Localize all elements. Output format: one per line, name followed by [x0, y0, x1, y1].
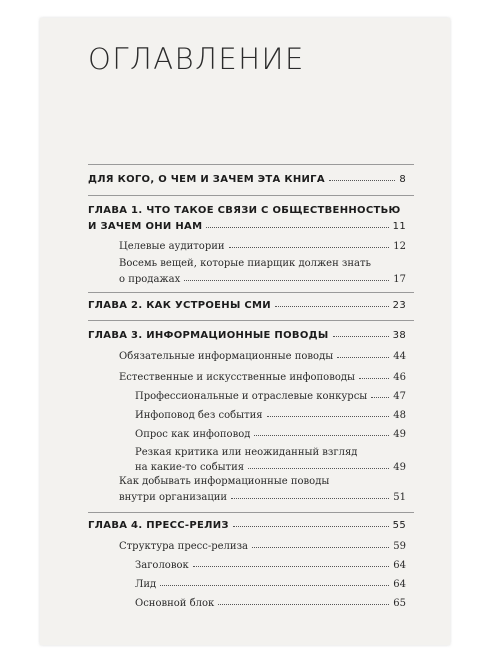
toc-entry-chapter-1-line1[interactable]: ГЛАВА 1. ЧТО ТАКОЕ СВЯЗИ С ОБЩЕСТВЕННОСТЬЮ — [88, 205, 401, 216]
toc-entry-no-event[interactable] — [135, 410, 406, 421]
toc-page-number: 49 — [393, 429, 406, 440]
toc-page-number: 59 — [393, 541, 406, 552]
toc-entry-label: Опрос как инфоповод — [135, 429, 251, 440]
toc-entry-label: Основной блок — [135, 598, 215, 609]
leader-dots — [160, 585, 389, 586]
toc-page-number: 17 — [393, 274, 406, 285]
separator — [88, 320, 414, 321]
toc-entry-label: Структура пресс-релиза — [119, 541, 248, 552]
toc-page-number: 65 — [393, 598, 406, 609]
toc-entry-label: Профессиональные и отраслевые конкурсы — [135, 391, 368, 402]
toc-entry-main-block[interactable] — [135, 598, 406, 609]
leader-dots — [252, 547, 389, 548]
toc-entry-label: И ЗАЧЕМ ОНИ НАМ — [88, 221, 203, 232]
toc-entry-inside-org[interactable] — [119, 492, 406, 503]
toc-entry-target-audiences[interactable] — [119, 241, 406, 252]
toc-page-number: 11 — [392, 221, 406, 232]
toc-entry-criticism[interactable] — [135, 462, 406, 473]
toc-entry-label: Обязательные информационные поводы — [119, 351, 334, 362]
page-title: ОГЛАВЛЕНИЕ — [88, 42, 305, 76]
leader-dots — [233, 526, 389, 527]
toc-entry-label: Естественные и искусственные инфоповоды — [119, 372, 355, 383]
toc-entry-natural-artificial[interactable] — [119, 372, 406, 383]
toc-entry-release-structure[interactable] — [119, 541, 406, 552]
toc-entry-survey[interactable] — [135, 429, 406, 440]
toc-entry-label: Инфоповод без события — [135, 410, 263, 421]
toc-entry-label: на какие-то события — [135, 462, 245, 473]
separator — [88, 164, 414, 165]
toc-entry-eight-things-line1[interactable]: Восемь вещей, которые пиарщик должен знать — [119, 258, 371, 269]
separator — [88, 195, 414, 196]
leader-dots — [371, 397, 389, 398]
leader-dots — [231, 498, 389, 499]
toc-page-number: 64 — [393, 560, 406, 571]
toc-page-number: 46 — [393, 372, 406, 383]
leader-dots — [218, 604, 389, 605]
toc-entry-label: внутри организации — [119, 492, 228, 503]
toc-entry-label: ГЛАВА 2. КАК УСТРОЕНЫ СМИ — [88, 300, 271, 311]
toc-page-number: 12 — [393, 241, 406, 252]
toc-entry-label: Целевые аудитории — [119, 241, 225, 252]
leader-dots — [206, 227, 388, 228]
toc-entry-label: о продажах — [119, 274, 181, 285]
toc-page-number: 8 — [399, 174, 406, 185]
leader-dots — [248, 468, 389, 469]
toc-entry-criticism-line1[interactable]: Резкая критика или неожиданный взгляд — [135, 447, 358, 458]
toc-entry-chapter-2[interactable] — [88, 300, 406, 311]
leader-dots — [359, 378, 389, 379]
toc-entry-contests[interactable] — [135, 391, 406, 402]
toc-entry-label: ГЛАВА 3. ИНФОРМАЦИОННЫЕ ПОВОДЫ — [88, 330, 329, 341]
toc-page-number: 38 — [392, 330, 406, 341]
toc-page-number: 44 — [393, 351, 406, 362]
toc-page-number: 51 — [393, 492, 406, 503]
leader-dots — [193, 566, 390, 567]
leader-dots — [267, 416, 390, 417]
toc-entry-eight-things[interactable] — [119, 274, 406, 285]
toc-entry-label: Лид — [135, 579, 157, 590]
toc-entry-intro[interactable] — [88, 174, 406, 185]
leader-dots — [275, 306, 389, 307]
toc-page-number: 64 — [393, 579, 406, 590]
toc-entry-chapter-1[interactable] — [88, 221, 406, 232]
toc-entry-lead[interactable] — [135, 579, 406, 590]
leader-dots — [229, 247, 390, 248]
toc-entry-chapter-4[interactable] — [88, 520, 406, 531]
toc-entry-label: ГЛАВА 4. ПРЕСС-РЕЛИЗ — [88, 520, 229, 531]
toc-page-number: 55 — [392, 520, 406, 531]
toc-entry-label: Заголовок — [135, 560, 189, 571]
toc-entry-chapter-3[interactable] — [88, 330, 406, 341]
toc-page-number: 49 — [393, 462, 406, 473]
toc-page-number: 47 — [393, 391, 406, 402]
leader-dots — [254, 435, 389, 436]
leader-dots — [184, 280, 389, 281]
toc-entry-inside-org-line1[interactable]: Как добывать информационные поводы — [119, 476, 330, 487]
toc-entry-headline[interactable] — [135, 560, 406, 571]
toc-page-number: 48 — [393, 410, 406, 421]
separator — [88, 292, 414, 293]
toc-page-number: 23 — [392, 300, 406, 311]
separator — [88, 512, 414, 513]
toc-entry-label: ДЛЯ КОГО, О ЧЕМ И ЗАЧЕМ ЭТА КНИГА — [88, 174, 325, 185]
leader-dots — [337, 357, 389, 358]
leader-dots — [329, 180, 395, 181]
toc-entry-mandatory-news[interactable] — [119, 351, 406, 362]
leader-dots — [333, 336, 389, 337]
